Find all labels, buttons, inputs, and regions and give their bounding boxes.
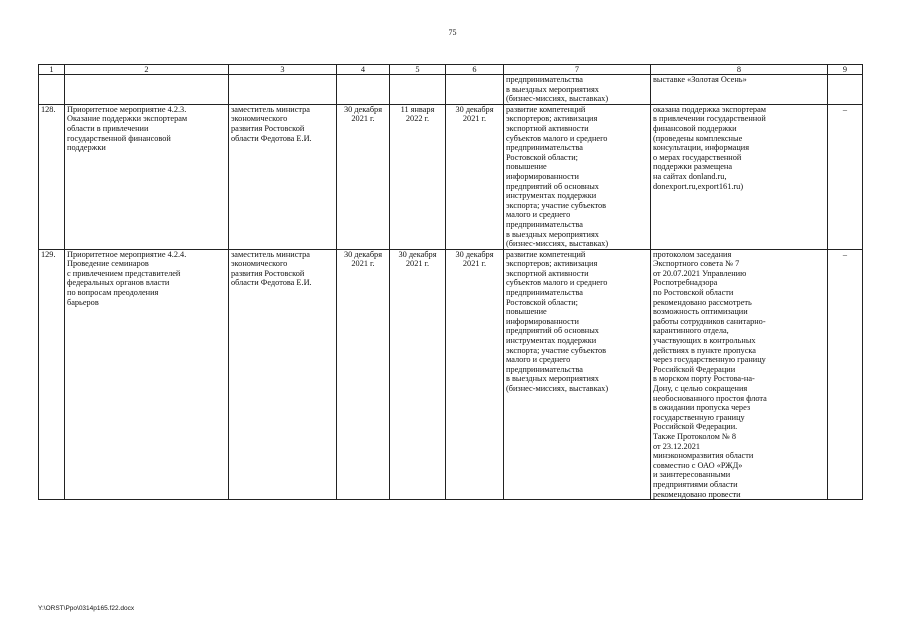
actual-result-cell: оказана поддержка экспортерам в привлечении государственной финансовой поддержки (проведены комплексные консультации, информация о мерах государственной поддержки размещена на сайтах donland.ru, donexport.ru,export161.ru): [651, 104, 828, 249]
column-header: 3: [229, 65, 337, 75]
column-header: 5: [390, 65, 446, 75]
report-table: [38, 64, 863, 500]
date-start-cell: 11 января 2022 г.: [390, 104, 446, 249]
column-header: 2: [65, 65, 229, 75]
continuation-row: [39, 75, 863, 105]
row-number: 129.: [39, 249, 65, 499]
note-cell: –: [828, 249, 863, 499]
table-row: [39, 104, 863, 249]
header-row: [39, 65, 863, 75]
row-number: 128.: [39, 104, 65, 249]
continuation-actual-result: выставке «Золотая Осень»: [651, 75, 828, 105]
planned-result-cell: развитие компетенций экспортеров; активизация экспортной активности субъектов малого и среднего предпринимательства Ростовской области; повышение информированности предприятий об основных инструментах поддержки экспорта; участие субъектов малого и среднего предпринимательства в выездных мероприятиях (бизнес-миссиях, выставках): [504, 249, 651, 499]
date-fact-cell: 30 декабря 2021 г.: [446, 104, 504, 249]
activity-cell: Приоритетное мероприятие 4.2.4. Проведение семинаров с привлечением представителей федеральных органов власти по вопросам преодоления барьеров: [65, 249, 229, 499]
date-plan-cell: 30 декабря 2021 г.: [337, 104, 390, 249]
activity-cell: Приоритетное мероприятие 4.2.3. Оказание поддержки экспортерам области в привлечении государственной финансовой поддержки: [65, 104, 229, 249]
date-fact-cell: 30 декабря 2021 г.: [446, 249, 504, 499]
table-row: [39, 249, 863, 499]
date-start-cell: 30 декабря 2021 г.: [390, 249, 446, 499]
column-header: 6: [446, 65, 504, 75]
note-cell: –: [828, 104, 863, 249]
date-plan-cell: 30 декабря 2021 г.: [337, 249, 390, 499]
planned-result-cell: развитие компетенций экспортеров; активизация экспортной активности субъектов малого и среднего предпринимательства Ростовской области; повышение информированности предприятий об основных инструментах поддержки экспорта; участие субъектов малого и среднего предпринимательства в выездных мероприятиях (бизнес-миссиях, выставках): [504, 104, 651, 249]
responsible-cell: заместитель министра экономического развития Ростовской области Федотова Е.И.: [229, 249, 337, 499]
column-header: 8: [651, 65, 828, 75]
page-number: 75: [448, 28, 457, 37]
column-header: 1: [39, 65, 65, 75]
column-header: 7: [504, 65, 651, 75]
actual-result-cell: протоколом заседания Экспортного совета № 7 от 20.07.2021 Управлению Роспотребнадзора по Ростовской области рекомендовано рассмотреть возможность оптимизации работы сотрудников санитарно- карантинного отдела, участвующих в контрольных действиях в пункте пропуска через государственную границу Российской Федерации в морском порту Ростова-на- Дону, с целью сокращения необоснованного простоя флота в ожидании пропуска через государственную границу Российской Федерации. Также Протоколом № 8 от 23.12.2021 минэкономразвития области совместно с ОАО «РЖД» и заинтересованными предприятиями области рекомендовано провести: [651, 249, 828, 499]
responsible-cell: заместитель министра экономического развития Ростовской области Федотова Е.И.: [229, 104, 337, 249]
column-header: 4: [337, 65, 390, 75]
column-header: 9: [828, 65, 863, 75]
continuation-planned-result: предпринимательства в выездных мероприятиях (бизнес-миссиях, выставках): [504, 75, 651, 105]
footer-file-path: Y:\ORST\Ppo\0314p165.f22.docx: [38, 605, 135, 612]
